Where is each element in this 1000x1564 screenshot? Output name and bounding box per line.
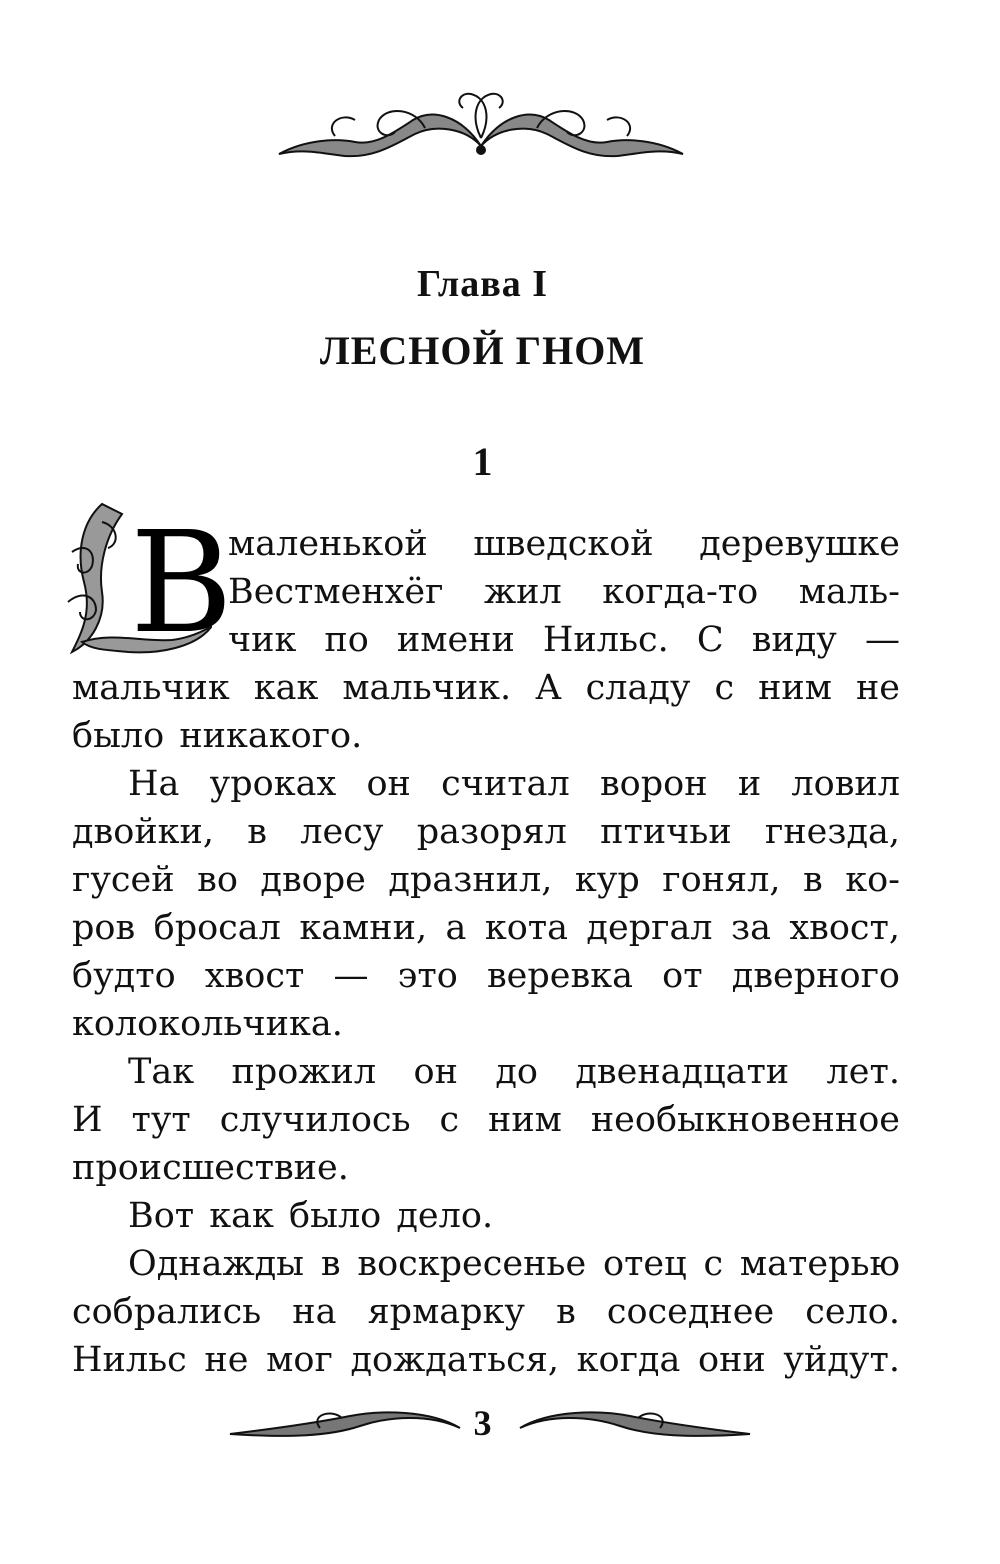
text-line: И тут случилось с ним необыкновенное — [72, 1100, 900, 1140]
floral-ornament-icon — [275, 88, 687, 164]
text-line: было никакого. — [72, 716, 363, 756]
text-line: На уроках он считал ворон и ловил — [128, 764, 900, 804]
text-line: Однажды в воскресенье отец с матерью — [128, 1244, 900, 1284]
dropcap-letter: В — [130, 502, 233, 665]
body-text — [72, 502, 900, 1384]
text-line: Вот как было дело. — [128, 1196, 494, 1236]
text-line: двойки, в лесу разорял птичьи гнезда, — [72, 812, 900, 852]
text-line: колокольчика. — [72, 1004, 343, 1044]
text-line: мальчик как мальчик. А сладу с ним не — [72, 668, 900, 708]
text-line: чик по имени Нильс. С виду — — [228, 620, 900, 660]
text-line: Нильс не мог дождаться, когда они уйдут. — [72, 1340, 900, 1380]
text-line: гусей во дворе дразнил, кур гонял, в ко- — [72, 860, 900, 900]
text-line: будто хвост — это веревка от дверного — [72, 956, 900, 996]
text-line: Вестменхёг жил когда-то маль- — [228, 572, 900, 612]
section-number: 1 — [472, 439, 493, 484]
text-line: ров бросал камни, а кота дергал за хвост, — [72, 908, 900, 948]
chapter-label: Глава I — [416, 263, 549, 305]
dropcap — [72, 502, 233, 665]
text-line: маленькой шведской деревушке — [228, 524, 900, 564]
page-number: 3 — [473, 1403, 492, 1443]
chapter-title: ЛЕСНОЙ ГНОМ — [319, 328, 646, 373]
text-line: Так прожил он до двенадцати лет. — [128, 1052, 900, 1092]
text-line: собрались на ярмарку в соседнее село. — [72, 1292, 900, 1332]
text-line: происшествие. — [72, 1148, 349, 1188]
